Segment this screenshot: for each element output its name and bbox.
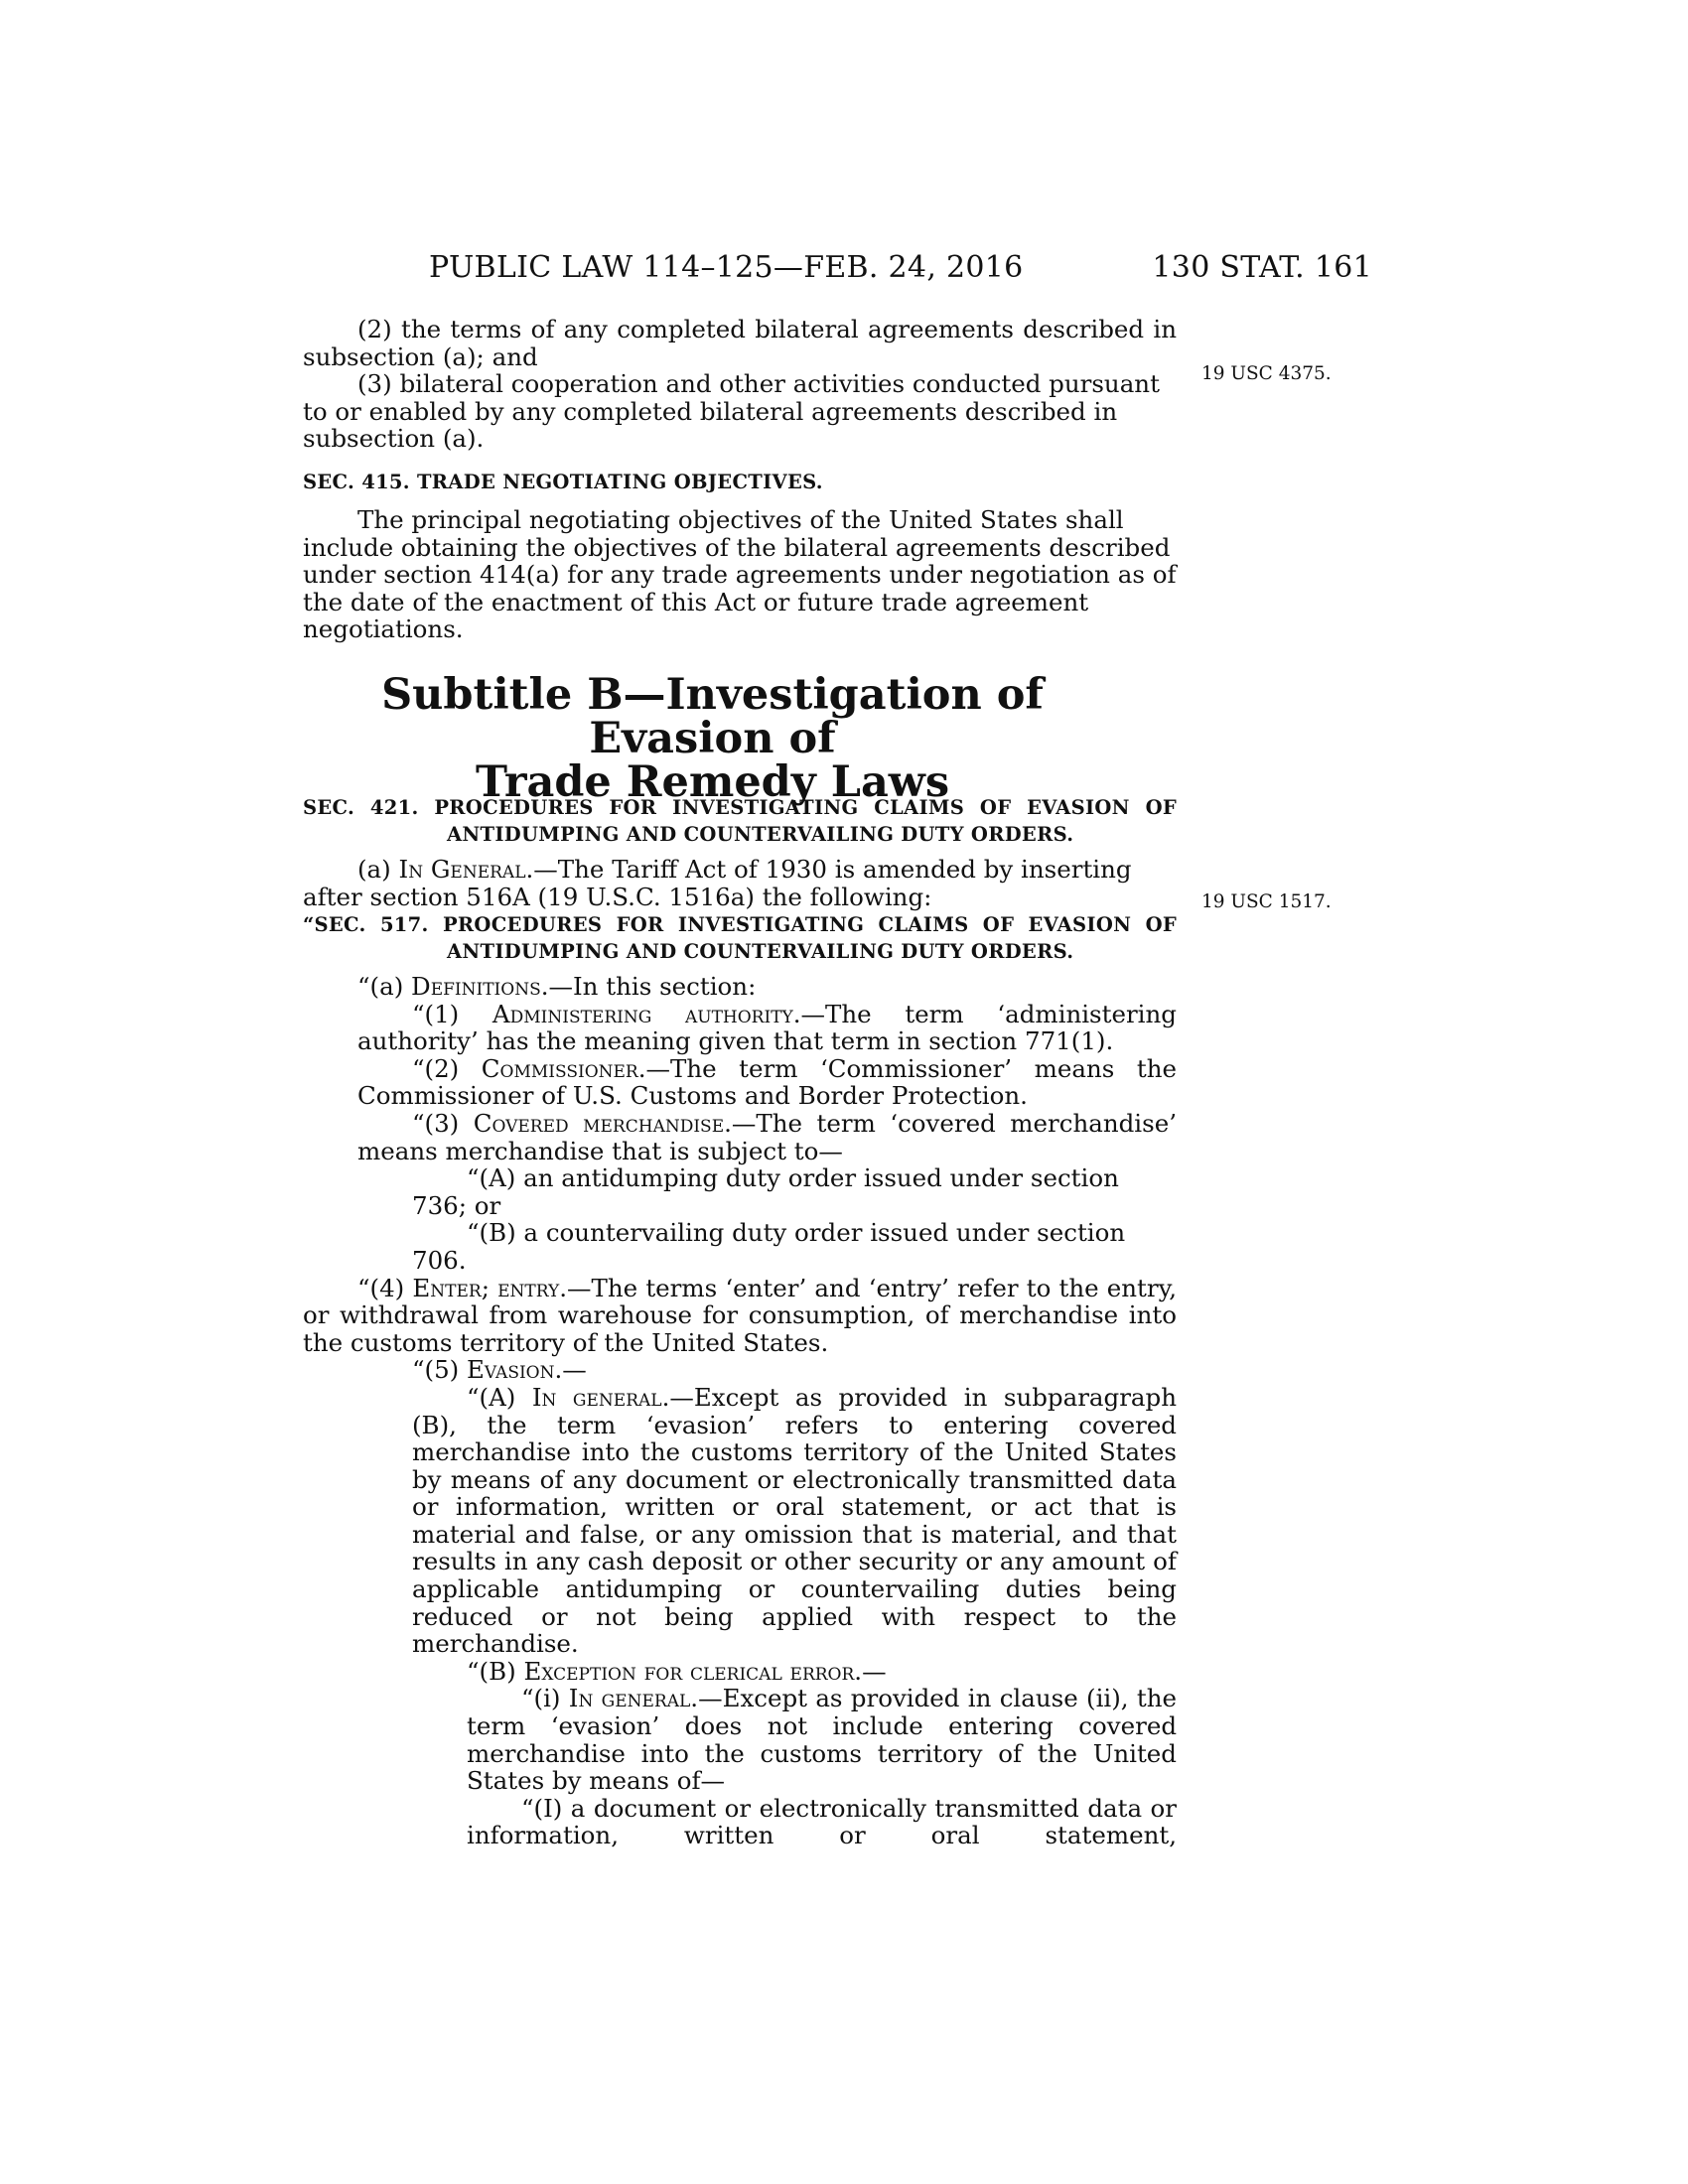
paragraph-2: (2) the terms of any completed bilateral agreements described in subsection (a); and xyxy=(303,315,1177,371)
definition-5-B-i-I: “(I) a document or electronically transmitted data or information, written or oral statement, xyxy=(467,1793,1177,1850)
page-number-stat: 130 STAT. 161 xyxy=(1152,250,1372,285)
running-header-law: PUBLIC LAW 114–125—FEB. 24, 2016 xyxy=(429,250,1024,285)
margin-note-sec415: 19 USC 4375. xyxy=(1201,363,1332,384)
definitions-intro: “(a) Definitions.—In this section: xyxy=(357,972,757,1001)
subsection-a: (a) In General.—The Tariff Act of 1930 is amended by inserting after section 516A (19 U.S.C. 1516a) the following: xyxy=(303,855,1132,911)
section-body: The principal negotiating objectives of the United States shall include obtaining the objectives of the bilateral agreements described under section 414(a) for any trade agreements under negotiation as of the date of the enactment of this Act or future trade agreement negotiations. xyxy=(303,505,1177,644)
section-heading: SEC. 415. TRADE NEGOTIATING OBJECTIVES. xyxy=(303,471,823,493)
sec421-body xyxy=(303,856,1177,910)
sec517-heading xyxy=(303,911,1177,965)
definition-4: “(4) Enter; entry.—The terms ‘enter’ and ‘entry’ refer to the entry, or withdrawal from warehouse for consumption, of merchandise into the customs territory of the United States. xyxy=(303,1273,1177,1357)
section-heading: “SEC. 517. PROCEDURES FOR INVESTIGATING CLAIMS OF EVASION OF ANTIDUMPING AND COUNTERVAILING DUTY ORDERS. xyxy=(303,913,1177,963)
definition-2: “(2) Commissioner.—The term ‘Commissioner’ means the Commissioner of U.S. Customs and Border Protection. xyxy=(357,1053,1177,1111)
definition-5-B-i: “(i) In general.—Except as provided in clause (ii), the term ‘evasion’ does not include entering covered merchandise into the customs territory of the United States by means of— xyxy=(467,1684,1178,1796)
definition-1: “(1) Administering authority.—The term ‘administering authority’ has the meaning given that term in section 771(1). xyxy=(357,999,1177,1056)
margin-note-sec517: 19 USC 1517. xyxy=(1201,891,1332,912)
continued-list xyxy=(303,316,1177,453)
sec421-heading xyxy=(303,794,1177,848)
subtitle-line-1: Subtitle B—Investigation of Evasion of xyxy=(381,670,1044,763)
definition-3-A: “(A) an antidumping duty order issued under section 736; or xyxy=(412,1163,1119,1220)
section-heading: SEC. 421. PROCEDURES FOR INVESTIGATING CLAIMS OF EVASION OF ANTIDUMPING AND COUNTERVAILING DUTY ORDERS. xyxy=(303,796,1177,846)
definition-3-B: “(B) a countervailing duty order issued under section 706. xyxy=(412,1218,1126,1275)
paragraph-3: (3) bilateral cooperation and other activities conducted pursuant to or enabled by any completed bilateral agreements described in subsection (a). xyxy=(303,369,1160,454)
definition-5: “(5) Evasion.— xyxy=(412,1355,587,1385)
subtitle-heading xyxy=(303,670,1122,807)
sec517-body xyxy=(303,973,1177,1849)
definition-5-A: “(A) In general.—Except as provided in subparagraph (B), the term ‘evasion’ refers to entering covered merchandise into the customs territory of the United States by means of any document or electronically transmitted data or information, written or oral statement, or act that is material and false, or any omission that is material, and that results in any cash deposit or other security or any amount of applicable antidumping or countervailing duties being reduced or not being applied with respect to the merchandise. xyxy=(412,1382,1177,1659)
subtitle-line-2: Trade Remedy Laws xyxy=(475,757,950,807)
sec415-body xyxy=(303,506,1177,643)
definition-3: “(3) Covered merchandise.—The term ‘covered merchandise’ means merchandise that is subject to— xyxy=(357,1108,1177,1165)
definition-5-B: “(B) Exception for clerical error.— xyxy=(467,1656,887,1686)
sec415-heading xyxy=(303,469,1177,495)
